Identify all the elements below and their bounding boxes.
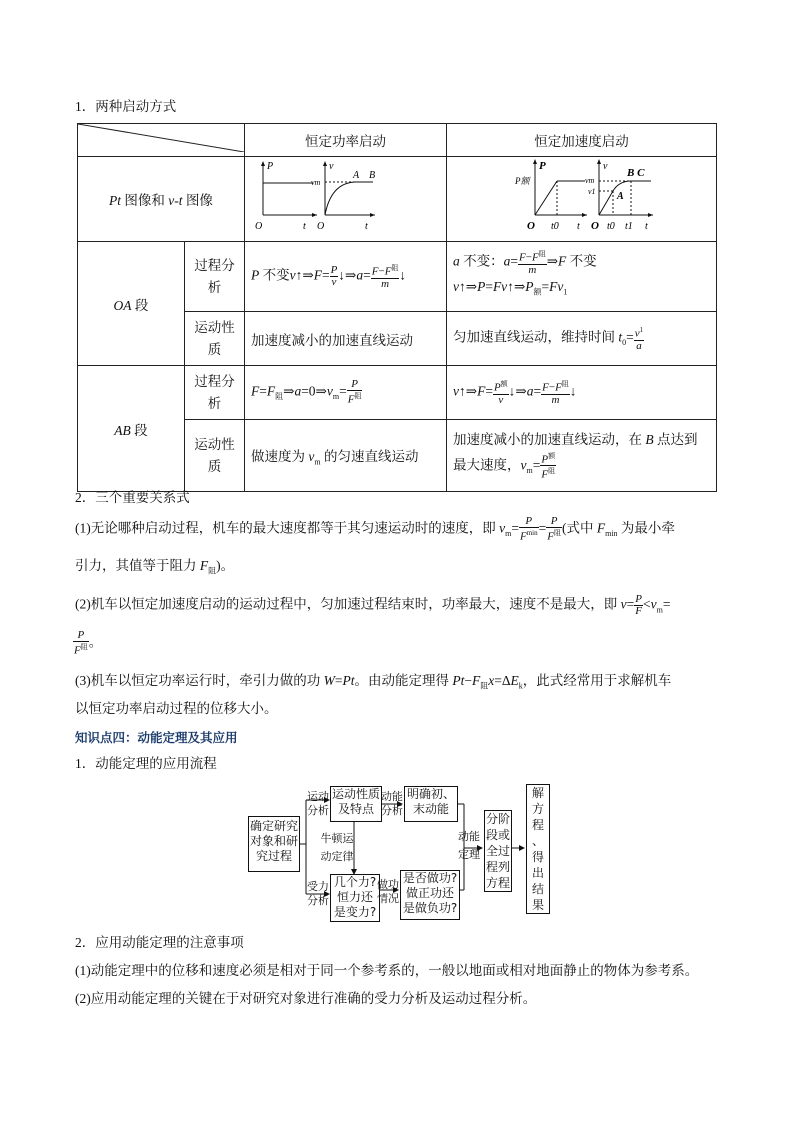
ab-process-label: 过程分析 [184,366,244,420]
g4-t1-label: t1 [625,221,633,232]
g4-bc-label: B C [627,167,645,179]
g2-v-label: v [329,161,334,172]
oa-power-process: P 不变v↑⇒F= $\frac{P}{v}$ ↓⇒a= $\frac{F-F^阻}{m}$ ↓ [245,242,447,312]
oa-motion-label: 运动性质 [184,312,244,366]
knowledge-point-title: 知识点四：动能定理及其应用 [75,730,238,745]
header-constant-power: 恒定功率启动 [245,124,447,157]
ab-acc-motion: 加速度减小的加速直线运动，在 B 点达到 最大速度，$v_m=$ $\frac{P^额}{F^阻}$ [447,420,717,492]
relation-2-line-a: (2)机车以恒定加速度启动的运动过程中，匀加速过程结束时，功率最大，速度不是最大，即 v= $\frac{P}{F}$ $<v_m=$ [75,593,671,617]
oa-power-motion: 加速度减小的加速直线运动 [245,312,447,366]
oa-acc-motion: 匀加速直线运动，维持时间 $t_0=$ $\frac{v^1}{a}$ [447,312,717,366]
g2-b-label: B [369,170,376,181]
g3-t-label: t [577,221,580,232]
section-title-flow: 1．动能定理的应用流程 [75,756,217,771]
note-2: (2)应用动能定理的关键在于对研究对象进行准确的受力分析及运动过程分析。 [75,991,537,1006]
diagonal-line [78,124,244,152]
g4-o-label: O [591,220,599,232]
relation-1-line-a: (1)无论哪种启动过程，机车的最大速度都等于其匀速运动时的速度，即 $v_m=$ $\frac{P}{F^{min}}$ = $\frac{P}{F^阻}$ (式中 $F_{min}$ 为最小牵 [75,515,675,543]
g4-v1-label: v1 [588,187,596,196]
flow-ke-box: 明确初、 末动能 [404,786,458,822]
flow-ke-label: 动能 分析 [381,790,403,817]
ab-motion-label: 运动性质 [184,420,244,492]
flow-motion-box: 运动性质 及特点 [330,786,382,822]
g4-v-label: v [603,161,608,172]
g2-a-label: A [353,170,360,181]
section-title-notes: 2．应用动能定理的注意事项 [75,935,244,950]
flow-force-box: 几个力? 恒力还 是变力? [330,874,380,922]
relation-1-line-b: 引力，其值等于阻力 $F_阻$)。 [75,558,235,576]
g1-o-label: O [255,221,263,232]
ab-acc-process: v↑⇒F= $\frac{P^额}{v}$ ↓⇒a= $\frac{F-F^阻}{m}$ ↓ [447,366,717,420]
g3-o-label: O [527,220,535,232]
flow-theorem-label: 动能 定理 [458,830,480,861]
header-constant-acceleration: 恒定加速度启动 [447,124,717,157]
relation-3-line-b: 以恒定功率启动过程的位移大小。 [75,701,278,716]
power-graphs-cell [245,157,447,242]
section-title-start-modes: 1．两种启动方式 [75,99,177,114]
oa-process-label: 过程分析 [184,242,244,312]
ab-segment-label: AB 段 [78,366,185,492]
g4-t-label: t [645,221,648,232]
acceleration-graphs-cell [447,157,717,242]
table-corner-cell [78,124,245,157]
ab-power-motion: 做速度为 $v_m$ 的匀速直线运动 [245,420,447,492]
g1-p-label: P [267,161,274,172]
g3-pe-label: P额 [515,176,530,186]
flow-work-label: 做功 情况 [377,878,399,905]
g4-a-label: A [617,191,624,202]
constant-power-graphs [245,157,445,237]
relation-2-line-b: $\frac{P}{F^阻}$ 。 [74,629,103,657]
flow-newton-label: 牛顿运 动定律 [320,832,354,863]
relation-3-line-a: (3)机车以恒定功率运行时，牵引力做的功 W=Pt。由动能定理得 $Pt-F_阻x=\Delta E_k$，此式经常用于求解机车 [75,673,672,691]
flow-start-box: 确定研究 对象和研 究过程 [248,816,300,872]
graph-row-label: Pt 图像和 v-t 图像 [78,157,245,242]
g3-p-label: P [539,160,546,172]
g2-vm-label: vm [311,178,321,187]
flow-stage-box: 分阶 段或 全过 程列 方程 [485,812,510,890]
note-1: (1)动能定理中的位移和速度必须是相对于同一个参考系的，一般以地面或相对地面静止的物体为参考系。 [75,963,699,978]
g4-t0-label: t0 [607,221,615,232]
constant-acceleration-graphs [447,157,715,237]
ab-power-process: $F=F_阻\Rightarrow a=0\Rightarrow v_m=$ $\frac{P}{F^阻}$ [245,366,447,420]
start-modes-table [77,123,717,492]
flow-work-box: 是否做功? 做正功还 是做负功? [400,870,460,920]
flow-solve-box: 解 方 程 、 得 出 结 果 [526,784,550,914]
g3-t0-label: t0 [551,221,559,232]
oa-acc-process: a 不变：a= $\frac{F-F^阻}{m}$ ⇒F 不变 $v↑\Rightarrow P=Fv↑\Rightarrow P_额=Fv_1$ [447,242,717,312]
flowchart [246,782,556,922]
g4-vm-label: vm [585,176,595,185]
g2-t-label: t [365,221,368,232]
g1-t-label: t [303,221,306,232]
g2-o-label: O [317,221,325,232]
oa-segment-label: OA 段 [78,242,185,366]
section-title-relations: 2．三个重要关系式 [75,490,190,505]
flow-force-analysis-label: 受力 分析 [307,880,329,907]
flow-motion-analysis-label: 运动 分析 [307,790,329,817]
